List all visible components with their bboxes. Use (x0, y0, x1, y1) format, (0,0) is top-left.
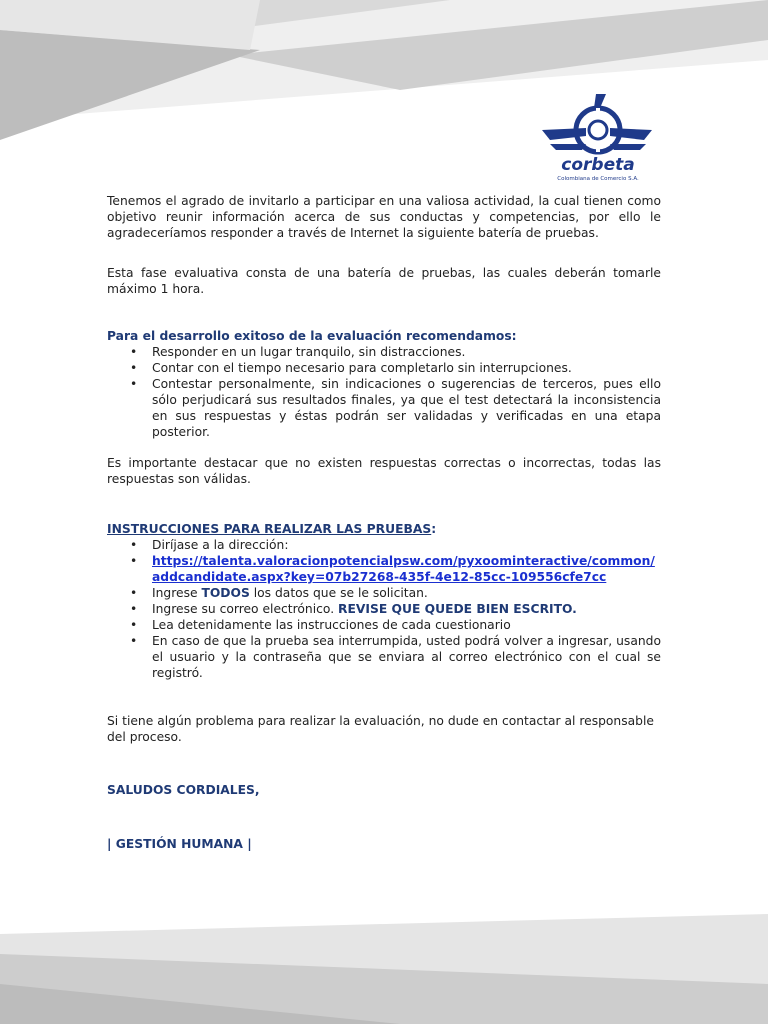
instructions-heading (107, 521, 661, 537)
corbeta-logo-icon (530, 92, 660, 184)
instructions-heading-text: INSTRUCCIONES PARA REALIZAR LAS PRUEBAS (107, 522, 432, 536)
intro-paragraph: Tenemos el agrado de invitarlo a participar en una valiosa actividad, la cual tienen como objetivo reunir información acerca de sus conductas y competencias, por ello le agradeceríamos responder a través de Internet la siguiente batería de pruebas. (107, 194, 661, 240)
list-item: • En caso de que la prueba sea interrumpida, usted podrá volver a ingresar, usando el usuario y la contraseña que se enviara al correo electrónico con el cual se registró. (152, 633, 661, 681)
corbeta-logo (530, 92, 660, 184)
letter-body (107, 193, 661, 852)
contact-paragraph: Si tiene algún problema para realizar la evaluación, no dude en contactar al responsable del proceso. (107, 714, 654, 744)
list-item: • Responder en un lugar tranquilo, sin distracciones. (152, 344, 661, 360)
instructions-list (107, 537, 661, 681)
list-item: • Contestar personalmente, sin indicaciones o sugerencias de terceros, pues ello sólo perjudicará sus resultados finales, ya que el test detectará la inconsistencia en sus respuestas y éstas podrán ser validadas y verificadas en una etapa posterior. (152, 376, 661, 440)
bottom-decoration (0, 914, 768, 1024)
signature-text: | GESTIÓN HUMANA | (107, 837, 252, 851)
item4-bold: REVISE QUE QUEDE BIEN ESCRITO. (338, 602, 577, 616)
list-item (152, 601, 661, 617)
svg-text:Colombiana de Comercio S.A.: Colombiana de Comercio S.A. (557, 176, 639, 182)
list-item: • Contar con el tiempo necesario para completarlo sin interrupciones. (152, 360, 661, 376)
item3-bold: TODOS (201, 586, 250, 600)
note-paragraph: Es importante destacar que no existen respuestas correctas o incorrectas, todas las respuestas son válidas. (107, 456, 661, 486)
recommendations-heading: Para el desarrollo exitoso de la evaluación recomendamos: (107, 329, 517, 343)
list-item: • Lea detenidamente las instrucciones de cada cuestionario (152, 617, 661, 633)
recommendations-list (107, 344, 661, 440)
item3-pre: Ingrese (152, 586, 202, 600)
list-item: • Diríjase a la dirección: (152, 537, 661, 553)
item3-post: los datos que se le solicitan. (249, 586, 428, 600)
list-item (152, 585, 661, 601)
instructions-heading-colon: : (431, 522, 437, 536)
list-item (152, 553, 661, 585)
item4-pre: Ingrese su correo electrónico. (152, 602, 339, 616)
closing-text: SALUDOS CORDIALES, (107, 783, 260, 797)
test-link[interactable]: https://talenta.valoracionpotencialpsw.com/pyxoominteractive/common/addcandidate.aspx?key=07b27268-435f-4e12-85cc-109556cfe7cc (152, 554, 655, 584)
duration-paragraph: Esta fase evaluativa consta de una batería de pruebas, las cuales deberán tomarle máximo 1 hora. (107, 266, 661, 296)
svg-text:corbeta: corbeta (561, 155, 635, 175)
